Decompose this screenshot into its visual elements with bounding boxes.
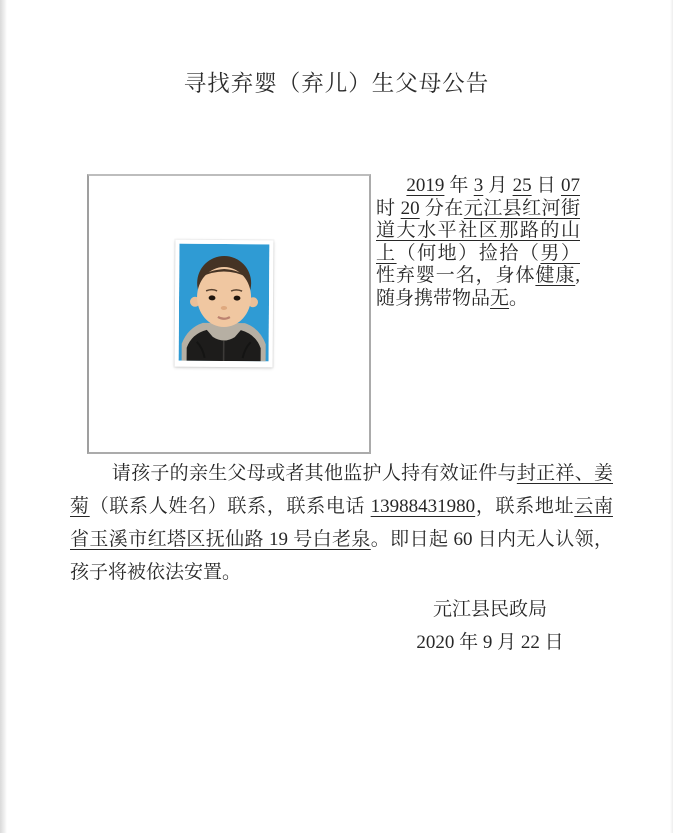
eye-left: [209, 295, 216, 300]
underlined-field: 健康: [535, 265, 576, 286]
body-text: ，联系地址: [475, 496, 575, 517]
notice-body-paragraph-2: [70, 457, 613, 589]
scan-edge-left: [0, 0, 7, 833]
notice-body-paragraph-1: [376, 175, 580, 310]
page-title: 寻找弃婴（弃儿）生父母公告: [183, 71, 490, 96]
underlined-field: 封正祥、姜菊: [70, 463, 613, 517]
body-text: 请孩子的亲生父母或者其他监护人持有效证件与: [111, 463, 517, 484]
photo-frame: [87, 174, 371, 454]
body-text: 分在: [419, 197, 464, 219]
body-text: 年: [444, 175, 474, 196]
body-text: 月: [483, 175, 513, 196]
underlined-field: 元江县红河街道大水平社区那路的山上: [376, 197, 580, 264]
body-text: 。: [509, 287, 529, 309]
underlined-field: 云南省玉溪市红塔区抚仙路 19 号白老泉: [70, 496, 613, 550]
issuing-authority: 元江县民政局: [432, 599, 547, 620]
body-text: 。即日起 60 日内无人认领，孩子将被依法安置。: [70, 529, 613, 583]
issue-date: 2020 年 9 月 22 日: [416, 632, 564, 653]
underlined-field: 无: [490, 287, 510, 309]
eye-right: [234, 296, 241, 301]
body-text: ,随身携带物品: [376, 265, 580, 309]
underlined-field: 2019: [406, 175, 445, 196]
body-text: 性弃婴一名，身体: [376, 265, 536, 286]
underlined-field: 13988431980: [370, 496, 476, 517]
body-text: 时: [376, 197, 401, 219]
body-text: （何地）捡拾（: [396, 242, 541, 264]
body-text: 日: [531, 175, 561, 196]
underlined-field: 3: [473, 175, 484, 196]
body-text: （联系人姓名）联系，联系电话: [89, 496, 371, 517]
baby-photo: [175, 240, 274, 368]
underlined-field: 07: [560, 175, 580, 196]
underlined-field: 20: [400, 197, 420, 219]
baby-portrait-illustration: [179, 244, 270, 362]
underlined-field: 男）: [540, 242, 580, 264]
signature-block: [400, 593, 580, 659]
underlined-field: 25: [512, 175, 532, 196]
